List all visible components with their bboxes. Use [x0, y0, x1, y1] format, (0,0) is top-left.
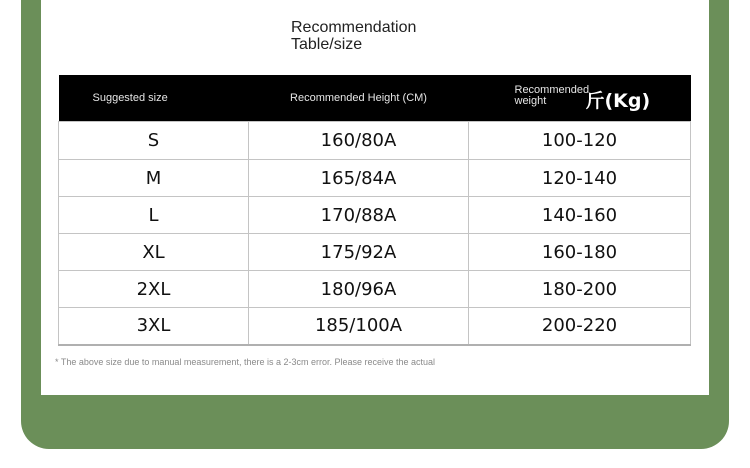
height-cell: 175/92A: [249, 234, 469, 271]
table-row: [59, 197, 691, 234]
table-row: [59, 160, 691, 197]
table-row: [59, 271, 691, 308]
table-row: [59, 122, 691, 160]
weight-cell: 180-200: [469, 271, 691, 308]
height-cell: 185/100A: [249, 308, 469, 345]
height-cell: 165/84A: [249, 160, 469, 197]
title-line-2: Table/size: [291, 36, 363, 53]
header-suggested-size: Suggested size: [59, 75, 249, 122]
weight-cell: 140-160: [469, 197, 691, 234]
weight-cell: 100-120: [469, 122, 691, 160]
size-cell: S: [59, 122, 249, 160]
height-cell: 170/88A: [249, 197, 469, 234]
header-weight-unit: 斤(Kg): [585, 90, 651, 112]
size-cell: 3XL: [59, 308, 249, 345]
size-cell: M: [59, 160, 249, 197]
size-cell: 2XL: [59, 271, 249, 308]
weight-cell: 160-180: [469, 234, 691, 271]
table-header: [59, 75, 691, 122]
size-cell: L: [59, 197, 249, 234]
header-recommended-height: Recommended Height (CM): [249, 75, 469, 122]
table-row: [59, 234, 691, 271]
weight-cell: 120-140: [469, 160, 691, 197]
height-cell: 160/80A: [249, 122, 469, 160]
measurement-footnote: * The above size due to manual measurement, there is a 2-3cm error. Please receive the actual: [55, 357, 436, 367]
title-line-1: Recommendation: [291, 19, 417, 36]
page-title: [291, 19, 416, 53]
table-row: [59, 308, 691, 345]
height-cell: 180/96A: [249, 271, 469, 308]
size-cell: XL: [59, 234, 249, 271]
header-recommended-weight: [469, 75, 691, 122]
weight-cell: 200-220: [469, 308, 691, 345]
header-weight-label: Recommended weight: [514, 84, 590, 107]
size-table: [58, 75, 691, 346]
